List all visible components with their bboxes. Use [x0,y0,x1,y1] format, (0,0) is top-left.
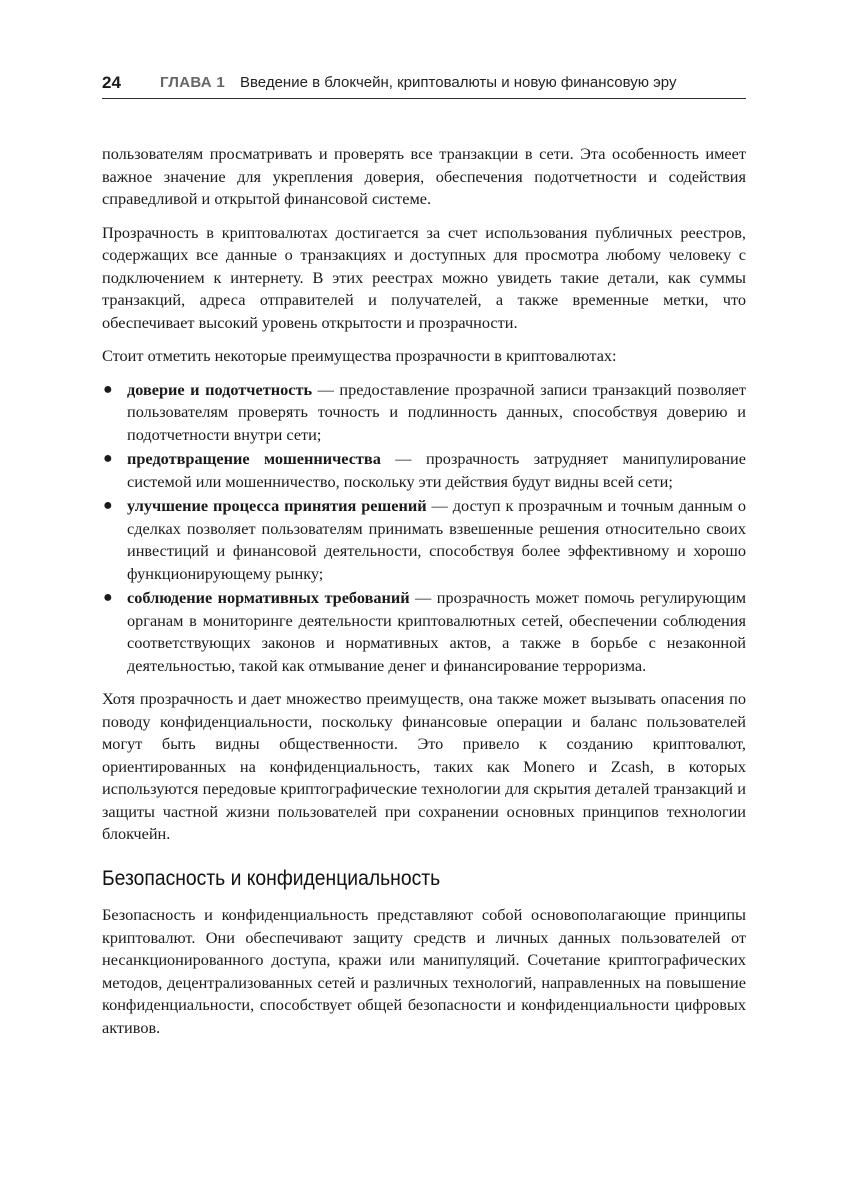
list-item [102,448,746,493]
page-body [102,143,746,1050]
paragraph-5: Безопасность и конфиденциальность представляют собой основополагающие принципы криптовалют. Они обеспечивают защиту средств и личных данных пользователей от несанкционированного доступа, кражи или манипуляций. Сочетание криптографических методов, децентрализованных сетей и различных технологий, направленных на повышение конфиденциальности, способствует общей безопасности и конфиденциальности цифровых активов. [102,905,746,1037]
paragraph-4: Хотя прозрачность и дает множество преимуществ, она также может вызывать опасения по поводу конфиденциальности, поскольку финансовые операции и баланс пользователей могут быть видны общественности. Это привело к созданию криптовалют, ориентированных на конфиденциальность, таких как Monero и Zcash, в которых используются передовые криптографические технологии для скрытия деталей транзакций и защиты частной жизни пользователей при сохранении основных принципов технологии блокчейн. [102,689,746,843]
list-item-term: улучшение процесса принятия решений [127,496,427,515]
bullet-icon: ● [103,380,113,398]
chapter-label: ГЛАВА 1 [160,74,226,91]
chapter-title: Введение в блокчейн, криптовалюты и новую финансовую эру [240,74,677,91]
paragraph-2: Прозрачность в криптовалютах достигается за счет использования публичных реестров, содержащих все данные о транзакциях и доступных для просмотра любому человеку с подключением к интернету. В этих реестрах можно увидеть такие детали, как суммы транзакций, адреса отправителей и получателей, а также временные метки, что обеспечивает высокий уровень открытости и прозрачности. [102,222,746,332]
bullet-icon: ● [103,497,113,514]
list-item [102,379,746,447]
page-number: 24 [102,73,121,92]
list-item-term: доверие и подотчетность [127,379,313,399]
paragraph-3: Стоит отметить некоторые преимущества прозрачности в криптовалютах: [102,346,617,365]
list-item-term: предотвращение мошенничества [127,449,381,468]
list-item-text: — прозрачность затрудняет манипулирование системой или мошенничество, поскольку эти действия будут видны всей сети; [127,449,746,491]
bullet-icon: ● [103,450,113,467]
bullet-icon: ● [103,589,113,606]
list-item-text: — прозрачность может помочь регулирующим органам в мониторинге деятельности криптовалютных сетей, обеспечении соблюдения соответствующих законов и нормативных актов, а также в борьбе с незаконной деятельностью, такой как отмывание денег и финансирование терроризма. [127,588,747,675]
paragraph-1: пользователям просматривать и проверять все транзакции в сети. Эта особенность имеет важное значение для укрепления доверия, обеспечения подотчетности и содействия справедливой и открытой финансовой системе. [102,144,746,208]
list-item-text: — доступ к прозрачным и точным данным о сделках позволяет пользователям принимать взвешенные решения относительно своих инвестиций и финансовой деятельности, способствуя более эффективному и хорошо функционирующему рынку; [127,496,746,583]
running-header [102,70,746,99]
section-heading: Безопасность и конфиденциальность [102,866,441,890]
list-item-text: — предоставление прозрачной записи транзакций позволяет пользователям проверять точность и подлинность данных, способствуя доверию и подотчетности внутри сети; [127,379,746,444]
list-item-term: соблюдение нормативных требований [127,588,410,607]
list-item [102,587,746,677]
list-item [102,495,746,585]
benefits-list [102,379,746,678]
